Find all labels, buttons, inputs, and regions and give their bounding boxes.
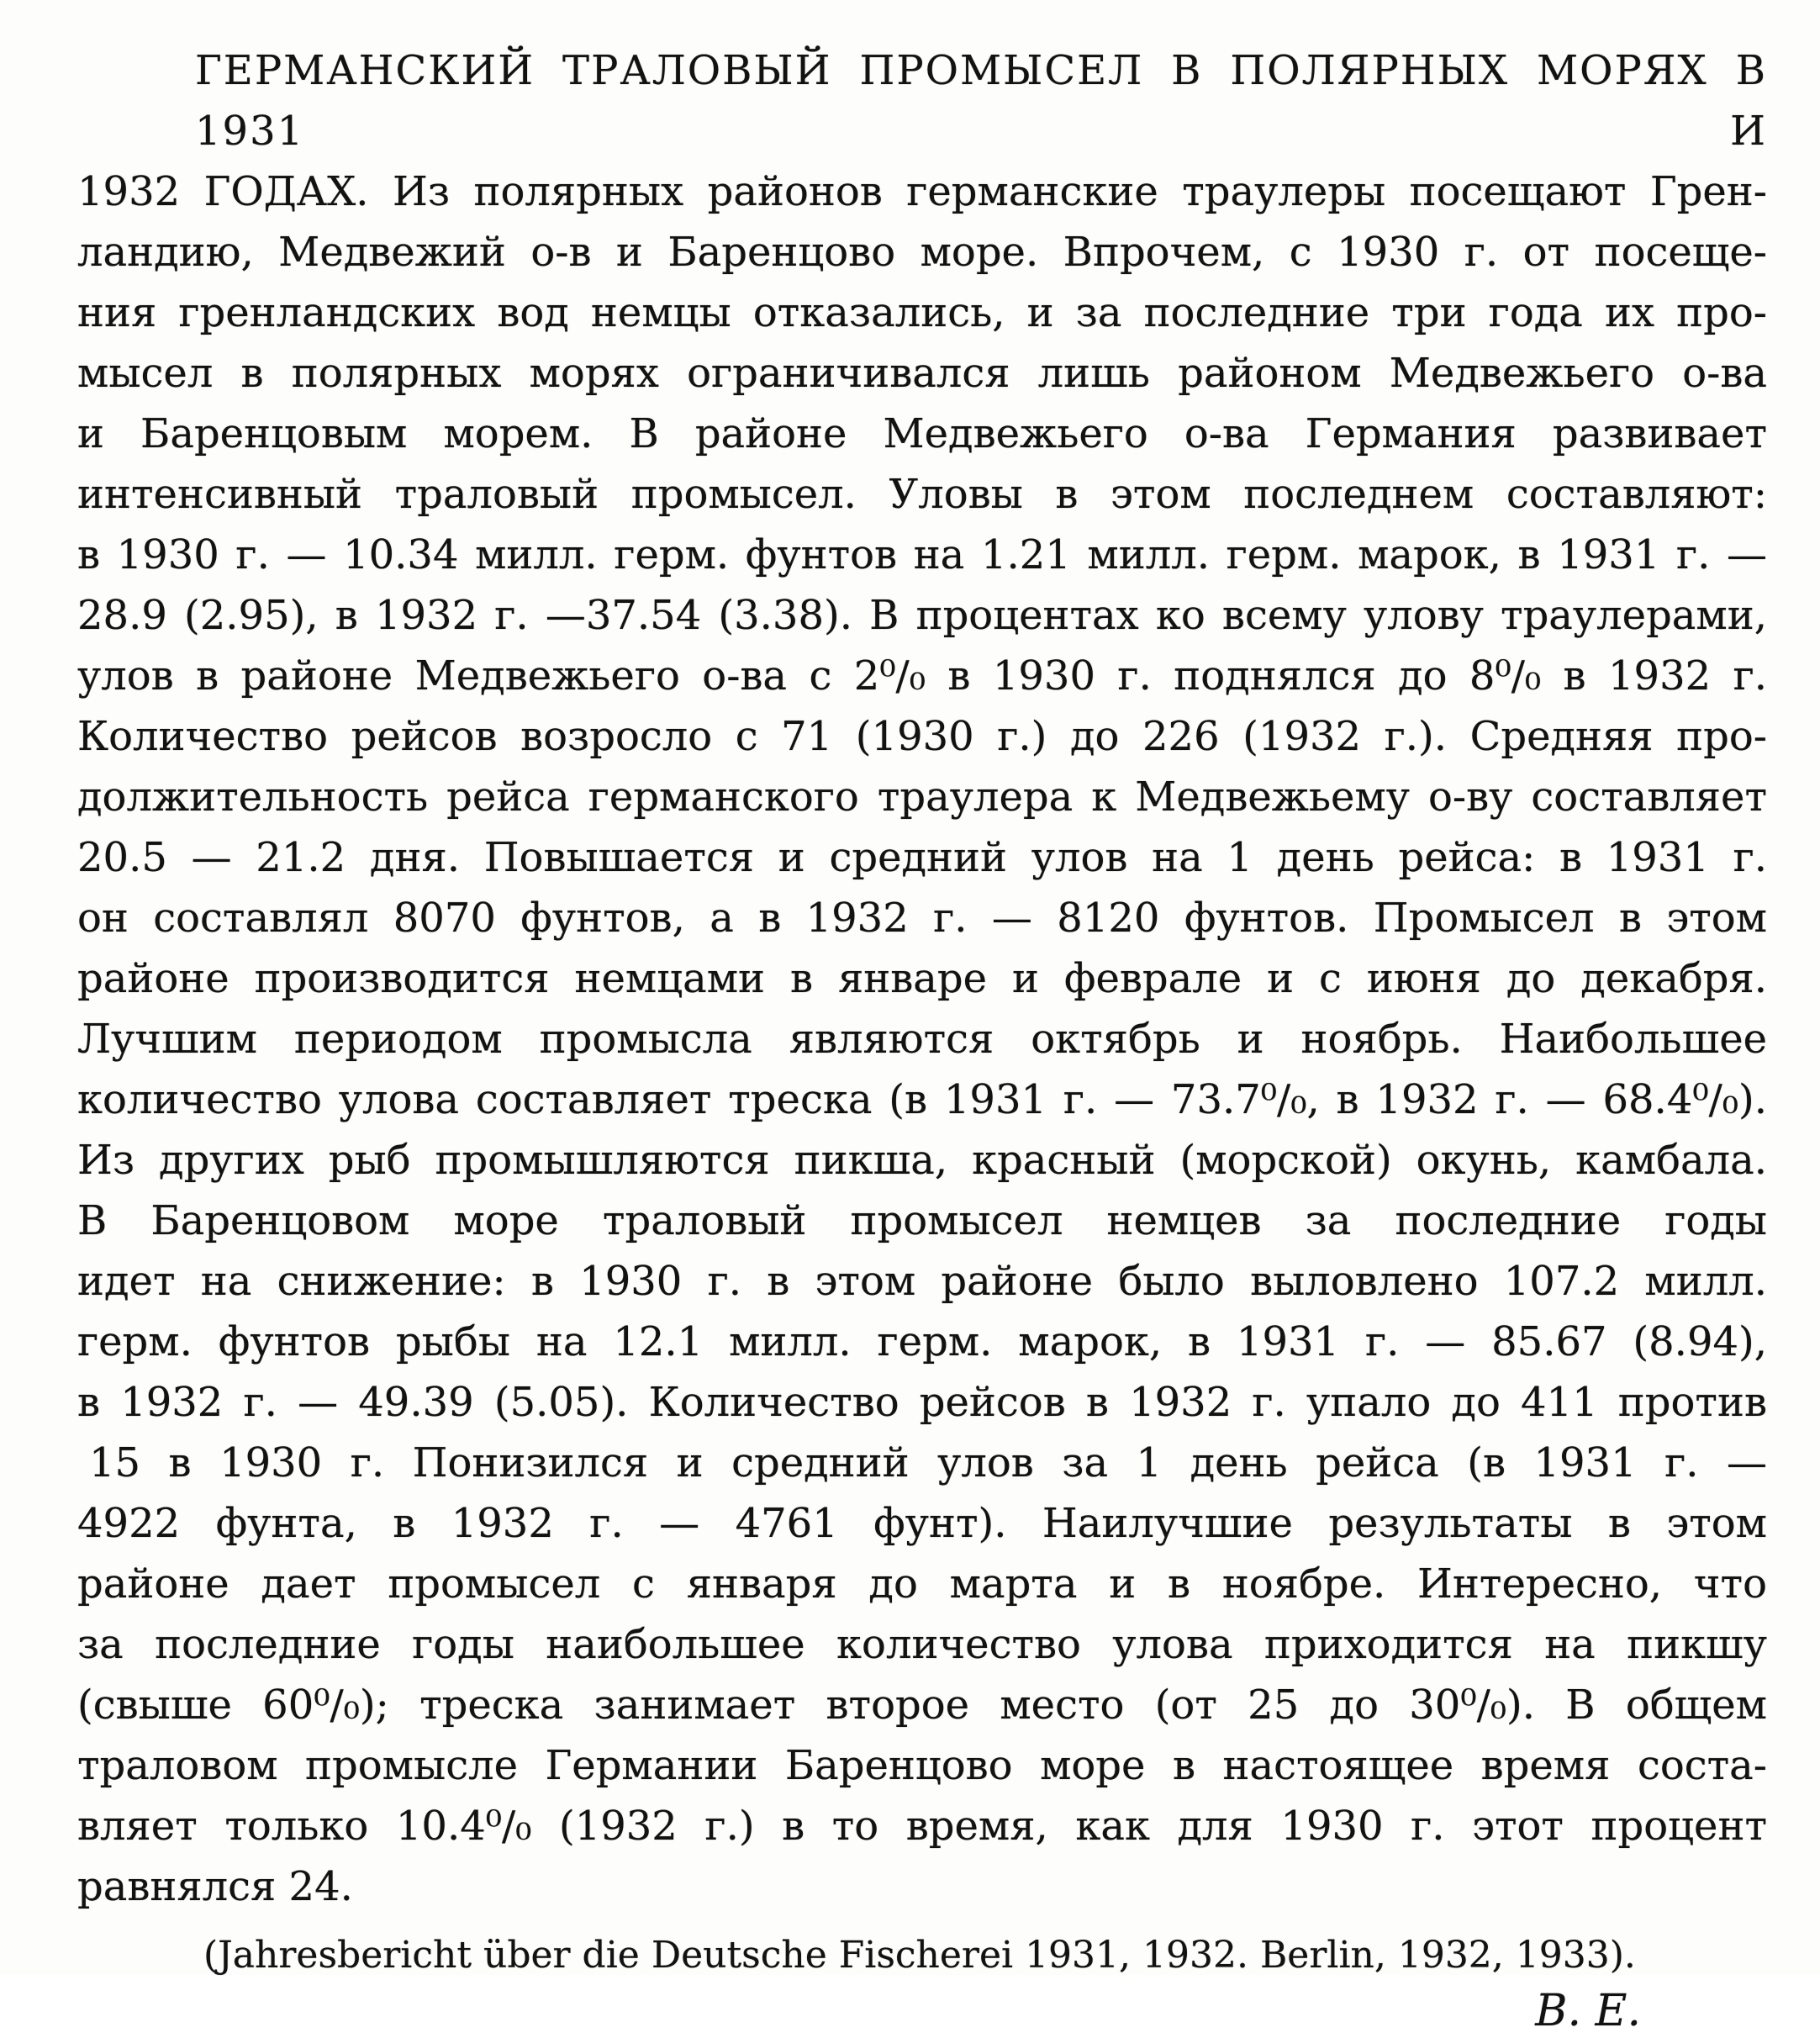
text-line: траловом промысле Германии Баренцово море в настоящее время соста- — [77, 1742, 1767, 1789]
text-line: ния гренландских вод немцы отказались, и за последние три года их про- — [77, 289, 1767, 336]
text-line: улов в районе Медвежьего о-ва с 2⁰/₀ в 1930 г. поднялся до 8⁰/₀ в 1932 г. — [77, 652, 1767, 700]
text-line: ландию, Медвежий о-в и Баренцово море. Впрочем, с 1930 г. от посеще- — [77, 229, 1767, 276]
text-line: и Баренцовым морем. В районе Медвежьего о-ва Германия развивает — [77, 410, 1767, 457]
article-title-line: ГЕРМАНСКИЙ ТРАЛОВЫЙ ПРОМЫСЕЛ В ПОЛЯРНЫХ МОРЯХ В 1931 И — [195, 47, 1767, 155]
text-line: В Баренцовом море траловый промысел немцев за последние годы — [77, 1197, 1767, 1244]
text-line: Лучшим периодом промысла являются октябрь и ноябрь. Наибольшее — [77, 1016, 1767, 1063]
text-line: 15 в 1930 г. Понизился и средний улов за 1 день рейса (в 1931 г. — — [89, 1439, 1767, 1486]
text-line: должительность рейса германского траулера к Медвежьему о-ву составляет — [77, 773, 1767, 821]
text-line: вляет только 10.4⁰/₀ (1932 г.) в то время, как для 1930 г. этот процент — [77, 1803, 1767, 1850]
text-line: равнялся 24. — [77, 1863, 353, 1910]
text-line: интенсивный траловый промысел. Уловы в этом последнем составляют: — [77, 471, 1767, 518]
text-line: количество улова составляет треска (в 1931 г. — 73.7⁰/₀, в 1932 г. — 68.4⁰/₀). — [77, 1076, 1767, 1123]
source-citation: (Jahresbericht über die Deutsche Fischerei 1931, 1932. Berlin, 1932, 1933). — [203, 1934, 1636, 1977]
text-line: 20.5 — 21.2 дня. Повышается и средний улов на 1 день рейса: в 1931 г. — [77, 834, 1767, 881]
text-line: Из других рыб промышляются пикша, красный (морской) окунь, камбала. — [77, 1137, 1767, 1184]
text-line: (свыше 60⁰/₀); треска занимает второе место (от 25 до 30⁰/₀). В общем — [77, 1682, 1767, 1729]
article-text-block — [77, 40, 1767, 2038]
text-line: 1932 ГОДАХ. Из полярных районов германские траулеры посещают Грен- — [77, 168, 1767, 215]
text-line: 28.9 (2.95), в 1932 г. —37.54 (3.38). В процентах ко всему улову траулерами, — [77, 592, 1767, 639]
text-line: районе производится немцами в январе и феврале и с июня до декабря. — [77, 955, 1767, 1002]
text-line: идет на снижение: в 1930 г. в этом районе было выловлено 107.2 милл. — [77, 1258, 1767, 1305]
text-line: герм. фунтов рыбы на 12.1 милл. герм. марок, в 1931 г. — 85.67 (8.94), — [77, 1318, 1767, 1365]
text-line: районе дает промысел с января до марта и в ноябре. Интересно, что — [77, 1560, 1767, 1608]
text-line: в 1932 г. — 49.39 (5.05). Количество рейсов в 1932 г. упало до 411 против — [77, 1379, 1767, 1426]
text-line: 4922 фунта, в 1932 г. — 4761 фунт). Наилучшие результаты в этом — [77, 1500, 1767, 1547]
author-initials: В. Е. — [1535, 1986, 1641, 2036]
text-line: за последние годы наибольшее количество улова приходится на пикшу — [77, 1621, 1767, 1668]
text-line: мысел в полярных морях ограничивался лишь районом Медвежьего о-ва — [77, 350, 1767, 397]
text-line: он составлял 8070 фунтов, а в 1932 г. — 8120 фунтов. Промысел в этом — [77, 895, 1767, 942]
text-line: в 1930 г. — 10.34 милл. герм. фунтов на 1.21 милл. герм. марок, в 1931 г. — — [77, 531, 1767, 578]
text-line: Количество рейсов возросло с 71 (1930 г.) до 226 (1932 г.). Средняя про- — [77, 713, 1767, 760]
